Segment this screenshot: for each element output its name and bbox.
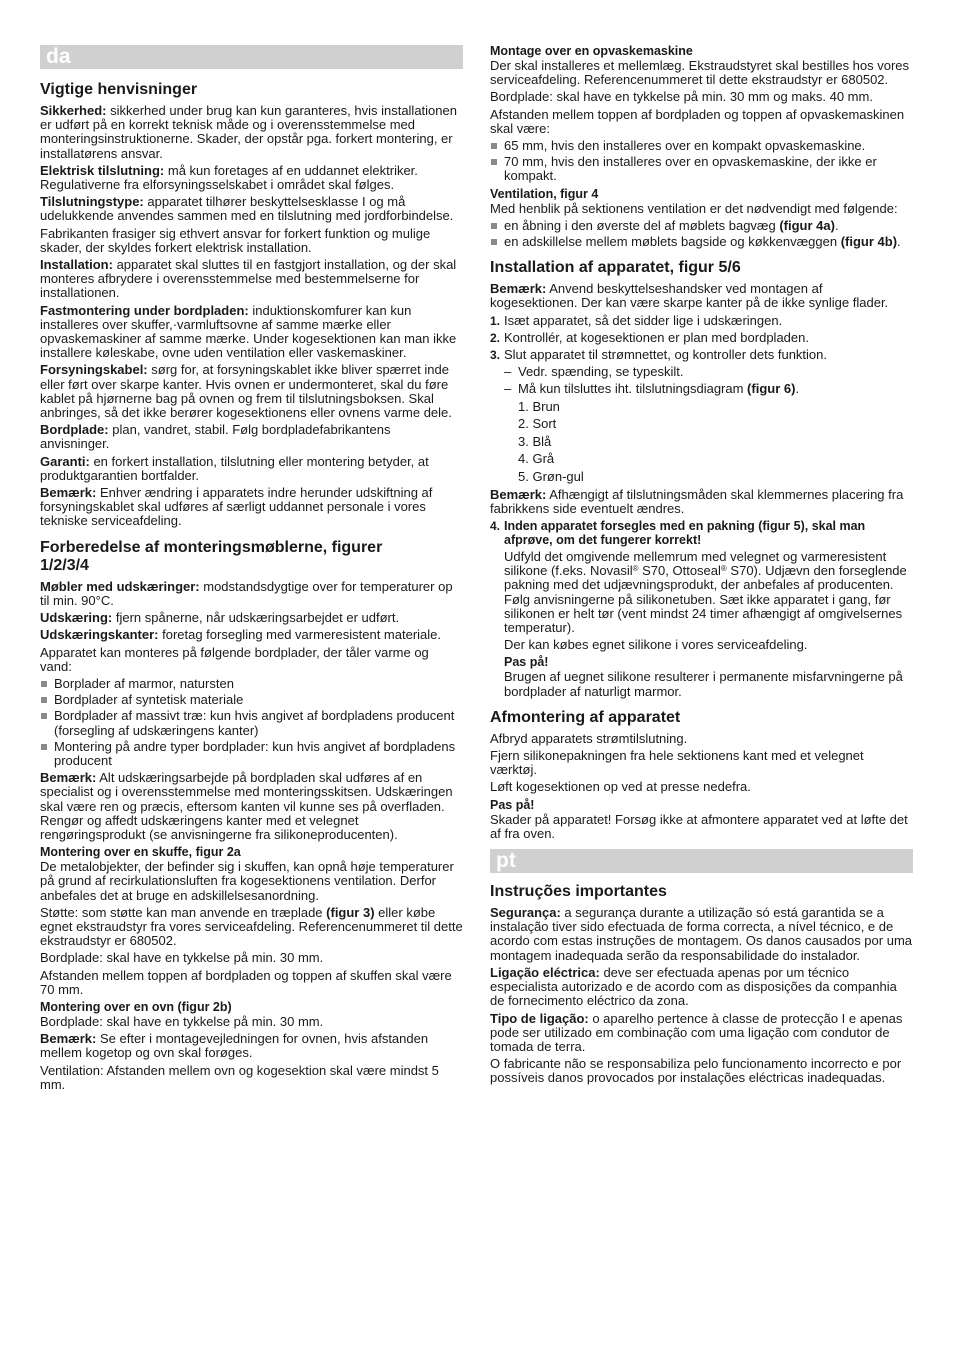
- list-item: Borplader af marmor, natursten: [40, 677, 463, 691]
- list-item: 2. Sort: [518, 416, 557, 432]
- heading-preparation: Forberedelse af monteringsmøblerne, figurer 1/2/3/4: [40, 538, 383, 574]
- ventilation-text: Med henblik på sektionens ventilation er det nødvendigt med følgende:: [490, 200, 898, 216]
- removal-text-3: Løft kogesektionen op ved at presse nedefra.: [490, 779, 751, 795]
- list-item: en åbning i den øverste del af møblets bagvæg (figur 4a).: [490, 219, 913, 233]
- step-4-text-2: Der kan købes egnet silikone i vores serviceafdeling.: [504, 637, 808, 653]
- language-bar-da: da: [40, 45, 463, 69]
- dishwasher-text-2: Bordplade: skal have en tykkelse på min. 30 mm og maks. 40 mm.: [490, 89, 873, 105]
- note-connection-type: Tilslutningstype: apparatet tilhører beskyttelsesklasse I og må udelukkende anvendes sammen med en tilslutning med jordforbindelse.: [40, 194, 454, 224]
- left-column: [40, 45, 463, 1095]
- heading-drawer: Montering over en skuffe, figur 2a: [40, 845, 241, 860]
- installation-note: Bemærk: Anvend beskyttelseshandsker ved montagen af kogesektionen. Der kan være skarpe kanter på de ikke synlige flader.: [490, 281, 889, 311]
- note-safety-pt: Segurança: a segurança durante a utilização só está garantida se a instalação tiver sido efectuada de forma correcta, a nível técnico, e de acordo com estas instruções de montagem. Os danos causados por uma montagem inadequada serão da responsabilidade do instalador.: [490, 905, 912, 963]
- list-item: Bordplader af syntetisk materiale: [40, 693, 463, 707]
- list-item: 3. Slut apparatet til strømnettet, og kontroller dets funktion.: [490, 347, 827, 363]
- language-bar-pt: pt: [490, 849, 913, 873]
- note-electrical-pt: Ligação eléctrica: deve ser efectuada apenas por um técnico especialista autorizado e de acordo com as disposições da companhia de fornecimento eléctrico da zona.: [490, 964, 897, 1009]
- list-item: 5. Grøn-gul: [518, 469, 584, 485]
- list-item: – Må kun tilsluttes iht. tilslutningsdiagram (figur 6).: [504, 382, 913, 396]
- note-undercounter: Fastmontering under bordpladen: induktionskomfurer kan kun installeres over skuffer,·varmluftsovne af samme mærke eller opvaskemaskiner af samme mærke. Under kogesektionen kan man ikke installere køleskabe, ovne uden ventilation eller vaskemaskiner.: [40, 302, 457, 361]
- heading-dishwasher: Montage over en opvaskemaskine: [490, 44, 693, 58]
- prep-furniture: Møbler med udskæringer: modstandsdygtige over for temperaturer op til min. 90°C.: [40, 578, 453, 608]
- right-column: [490, 45, 913, 1089]
- list-item: Montering på andre typer bordplader: kun hvis angivet af bordpladens producent: [40, 740, 463, 768]
- dishwasher-text-3: Afstanden mellem toppen af bordpladen og toppen af opvaskemaskinen skal være:: [490, 106, 905, 136]
- note-connection-type-pt: Tipo de ligação: o aparelho pertence à classe de protecção I e apenas pode ser utilizado em combinação com uma ligação com condutor de tomada de terra.: [490, 1010, 903, 1054]
- dishwasher-text-1: Der skal installeres et mellemlæg. Ekstraudstyret skal bestilles hos vores serviceafdeling. Referencenummeret til dette ekstraudstyr er 680502.: [490, 58, 910, 88]
- drawer-text-1: De metalobjekter, der befinder sig i skuffen, kan opnå høje temperaturer på grund af recirkulationsluften fra kogesektionens ventilation. Derfor anbefales det at bruge en adskillelsesanordning.: [40, 859, 454, 903]
- clamp-note: Bemærk: Afhængigt af tilslutningsmåden skal klemmernes placering fra fabrikkens side eventuelt ændres.: [490, 486, 904, 516]
- list-item: 70 mm, hvis den installeres over en opvaskemaskine, der ikke er kompakt.: [490, 155, 913, 183]
- oven-text-2: Ventilation: Afstanden mellem ovn og kogesektion skal være mindst 5 mm.: [40, 1062, 439, 1092]
- drawer-text-3: Bordplade: skal have en tykkelse på min. 30 mm.: [40, 950, 324, 966]
- heading-important-instructions: Instruções importantes: [490, 883, 667, 901]
- heading-removal: Afmontering af apparatet: [490, 708, 681, 726]
- heading-ventilation: Ventilation, figur 4: [490, 186, 599, 201]
- step-4-text-1: Udfyld det omgivende mellemrum med velegnet og varmeresistent silikone (f.eks. Novasil® S70, Ottoseal® S70). Udjævn den forseglende pakning med det udjævningsprodukt, der anbefales af producenten. Følg anvisningerne på silikonetuben. Sæt ikke apparatet i gang, før silikonen er helt tør (vent mindst 24 timer afhængigt af omgivelsernes temperatur).: [504, 549, 907, 636]
- prep-cutout: Udskæring: fjern spånerne, når udskæringsarbejdet er udført.: [40, 610, 400, 626]
- drawer-text-4: Afstanden mellem toppen af bordpladen og toppen af skuffen skal være 70 mm.: [40, 967, 452, 997]
- list-item: – Vedr. spænding, se typeskilt.: [504, 365, 913, 379]
- list-item: 65 mm, hvis den installeres over en kompakt opvaskemaskine.: [490, 139, 913, 153]
- ventilation-list: [490, 219, 913, 249]
- note-electrical: Elektrisk tilslutning: må kun foretages af en uddannet elektriker. Regulativerne fra elforsyningsselskabet i området skal følges.: [40, 162, 418, 193]
- heading-installation: Installation af apparatet, figur 5/6: [490, 259, 741, 277]
- countertop-list: [40, 677, 463, 768]
- note-installation: Installation: apparatet skal sluttes til en fastgjort installation, og der skal monteres afbrydere i overensstemmelse med bestemmelserne for installationen.: [40, 257, 457, 301]
- installation-steps: [490, 314, 913, 363]
- note-modification: Bemærk: Enhver ændring i apparatets indre herunder udskiftning af forsyningskablet skal udføres af særligt uddannet personale i vores tekniske serviceafdeling.: [40, 485, 433, 529]
- countertop-intro: Apparatet kan monteres på følgende bordplader, der tåler varme og vand:: [40, 644, 429, 674]
- disclaimer-pt: O fabricante não se responsabiliza pelo funcionamento incorrecto e por possíveis danos provocados por instalações eléctricas inadequadas.: [490, 1056, 902, 1086]
- list-item: 1. Isæt apparatet, så det sidder lige i udskæringen.: [490, 312, 783, 328]
- note-warranty: Garanti: en forkert installation, tilslutning eller montering betyder, at produktgarantien bortfalder.: [40, 453, 429, 483]
- caution-text: Skader på apparatet! Forsøg ikke at afmontere apparatet ved at løfte det af fra oven.: [490, 811, 908, 841]
- caution-title: Pas på!: [490, 797, 535, 812]
- heading-oven: Montering over en ovn (figur 2b): [40, 999, 232, 1014]
- note-cutout-work: Bemærk: Alt udskæringsarbejde på bordpladen skal udføres af en specialist og i overensstemmelse med monteringsskitsen. Udskæringen skal være ren og præcis, eftersom kanten vil kunne ses på overfladen. Rengør og affedt udskæringens kanter med et velegnet rengøringsprodukt (se anvisningerne fra silikoneproducenten).: [40, 770, 453, 842]
- caution-title: Pas på!: [504, 655, 549, 670]
- responsibility-text: Fabrikanten frasiger sig ethvert ansvar for forkert funktion og mulige skader, der skyldes forkert elektrisk installation.: [40, 225, 431, 255]
- drawer-text-2: Støtte: som støtte kan man anvende en træplade (figur 3) eller købe egnet ekstraudstyr fra vores serviceafdeling. Referencenummeret til dette ekstraudstyr er 680502.: [40, 904, 463, 949]
- removal-text-1: Afbryd apparatets strømtilslutning.: [490, 730, 688, 746]
- oven-text-1: Bordplade: skal have en tykkelse på min. 30 mm.: [40, 1013, 324, 1029]
- heading-important-notes: Vigtige henvisninger: [40, 81, 198, 98]
- note-supply-cable: Forsyningskabel: sørg for, at forsyningskablet ikke bliver spærret inde eller ført over skarpe kanter. Hvis ovnen er undermonteret, skal du føre kablet på hjørnerne bag på ovnen og frem til tilslutningsboksen. Skal anbringes, så det ikke berører kogesektionens eller ovnens varme dele.: [40, 362, 452, 421]
- list-item: Bordplader af massivt træ: kun hvis angivet af bordpladens producent (forsegling af udskæringens kanter): [40, 709, 463, 737]
- step-4-title: Inden apparatet forsegles med en pakning (figur 5), skal man afprøve, om det fungerer korrekt!: [504, 519, 866, 548]
- dishwasher-list: [490, 139, 913, 184]
- list-item: 2. Kontrollér, at kogesektionen er plan med bordpladen.: [490, 329, 809, 345]
- removal-text-2: Fjern silikonepakningen fra hele sektionens kant med et velegnet værktøj.: [490, 748, 864, 778]
- list-item: 1. Brun: [518, 398, 560, 414]
- list-item: 3. Blå: [518, 433, 552, 449]
- oven-note: Bemærk: Se efter i montagevejledningen for ovnen, hvis afstanden mellem kogetop og ovn skal forøges.: [40, 1031, 429, 1061]
- note-safety: Sikkerhed: sikkerhed under brug kan kun garanteres, hvis installationen er udført på en korrekt teknisk måde og i overensstemmelse med monteringsinstruktionerne. Skader, der opstår pga. forkert montering, er installatørens ansvar.: [40, 103, 457, 161]
- list-item: en adskillelse mellem møblets bagside og køkkenvæggen (figur 4b).: [490, 235, 913, 249]
- voltage-list: [504, 365, 913, 396]
- caution-text: Brugen af uegnet silikone resulterer i permanente misfarvningerne på bordplader af naturligt marmor.: [504, 669, 903, 699]
- step-4: 4. Inden apparatet forsegles med en pakning (figur 5), skal man afprøve, om det fungerer korrekt! Udfyld det omgivende mellemrum med velegnet og varmeresistent silikone (f.eks. Novasil® S70, Ottoseal® S70). Udjævn den forseglende pakning med det udjævningsprodukt, der anbefales af producenten. Følg anvisningerne på silikonetuben. Sæt ikke apparatet i gang, før silikonen er helt tør (vent mindst 24 timer afhængigt af omgivelsernes temperatur). Der kan købes egnet silikone i vores serviceafdeling. Pas på! Brugen af uegnet silikone resulterer i permanente misfarvningerne på bordplader af naturligt marmor.: [490, 519, 913, 699]
- wire-color-list: [518, 400, 913, 485]
- list-item: 4. Grå: [518, 451, 555, 467]
- prep-cutout-edges: Udskæringskanter: foretag forsegling med varmeresistent materiale.: [40, 627, 441, 643]
- note-countertop: Bordplade: plan, vandret, stabil. Følg bordpladefabrikantens anvisninger.: [40, 422, 391, 452]
